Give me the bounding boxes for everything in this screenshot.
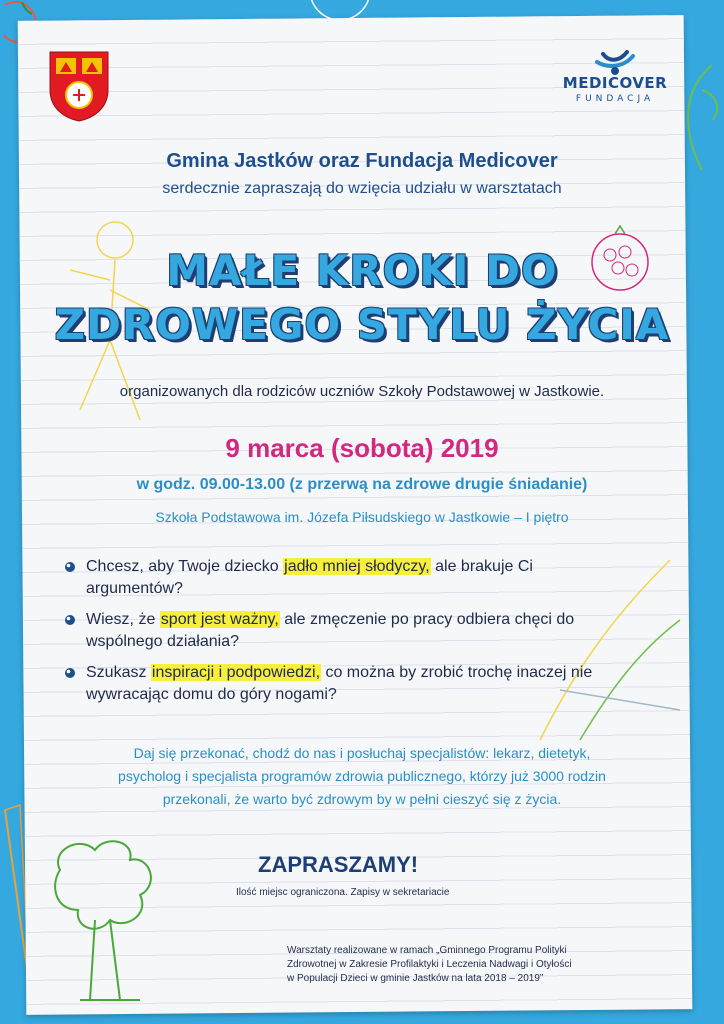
bullet-icon bbox=[62, 561, 78, 573]
title-line-2: ZDROWEGO STYLU ŻYCIA bbox=[54, 300, 670, 349]
list-item-text-after: ale zmęczenie po pracy odbiera chęci do wspólnego działania? bbox=[86, 611, 575, 650]
invitation-text: serdecznie zapraszają do wzięcia udziału w warsztatach bbox=[162, 180, 562, 197]
footer-line-3: w Populacji Dzieci w gminie Jastków na lata 2018 – 2019” bbox=[287, 973, 544, 984]
gmina-crest-logo bbox=[48, 50, 110, 122]
list-item bbox=[62, 609, 622, 653]
list-item-highlight: inspiracji i podpowiedzi, bbox=[151, 664, 321, 681]
list-item-text-before: Wiesz, że bbox=[86, 611, 160, 628]
cta-heading: ZAPRASZAMY! bbox=[258, 852, 419, 877]
medicover-logo-sub: FUNDACJA bbox=[575, 94, 655, 104]
list-item-highlight: jadło mniej słodyczy, bbox=[284, 558, 430, 575]
persuasion-line-1: Daj się przekonać, chodź do nas i posłuchaj specjalistów: lekarz, dietetyk, bbox=[133, 745, 591, 761]
medicover-logo-name: MEDICOVER bbox=[562, 74, 668, 92]
list-item-text bbox=[86, 662, 622, 706]
persuasion-line-2: psycholog i specjalista programów zdrowia publicznego, którzy już 3000 rodzin bbox=[118, 768, 606, 784]
medicover-logo bbox=[555, 48, 675, 104]
footer-note bbox=[287, 944, 647, 986]
organizers-heading: Gmina Jastków oraz Fundacja Medicover bbox=[166, 150, 558, 172]
persuasion-line-3: przekonali, że warto być zdrowym by w pełni cieszyć się z życia. bbox=[162, 791, 562, 807]
list-item-text-before: Szukasz bbox=[86, 664, 151, 681]
list-item-text-before: Chcesz, aby Twoje dziecko bbox=[86, 558, 284, 575]
list-item-text-after: co można by zrobić trochę inaczej nie wywracając domu do góry nogami? bbox=[86, 664, 593, 703]
list-item-highlight: sport jest ważny, bbox=[160, 611, 279, 628]
title-line-1: MAŁE KROKI DO bbox=[166, 246, 558, 295]
list-item-text bbox=[86, 556, 622, 600]
audience-text: organizowanych dla rodziców uczniów Szkoły Podstawowej w Jastkowie. bbox=[119, 383, 605, 400]
bullet-icon bbox=[62, 667, 78, 679]
event-hours: w godz. 09.00-13.00 (z przerwą na zdrowe drugie śniadanie) bbox=[136, 476, 588, 493]
list-item bbox=[62, 556, 622, 600]
event-date: 9 marca (sobota) 2019 bbox=[225, 433, 499, 463]
question-list bbox=[62, 556, 622, 715]
footer-line-2: Zdrowotnej w Zakresie Profilaktyki i Leczenia Nadwagi i Otyłości bbox=[287, 959, 572, 970]
persuasion-paragraph bbox=[40, 742, 684, 811]
list-item-text-after: ale brakuje Ci argumentów? bbox=[86, 558, 533, 597]
medicover-person-icon bbox=[593, 48, 637, 76]
event-venue: Szkoła Podstawowa im. Józefa Piłsudskiego w Jastkowie – I piętro bbox=[155, 509, 569, 525]
list-item bbox=[62, 662, 622, 706]
registration-note: Ilość miejsc ograniczona. Zapisy w sekretariacie bbox=[236, 887, 450, 898]
bullet-icon bbox=[62, 614, 78, 626]
list-item-text bbox=[86, 609, 622, 653]
footer-line-1: Warsztaty realizowane w ramach „Gminnego Programu Polityki bbox=[287, 945, 567, 956]
